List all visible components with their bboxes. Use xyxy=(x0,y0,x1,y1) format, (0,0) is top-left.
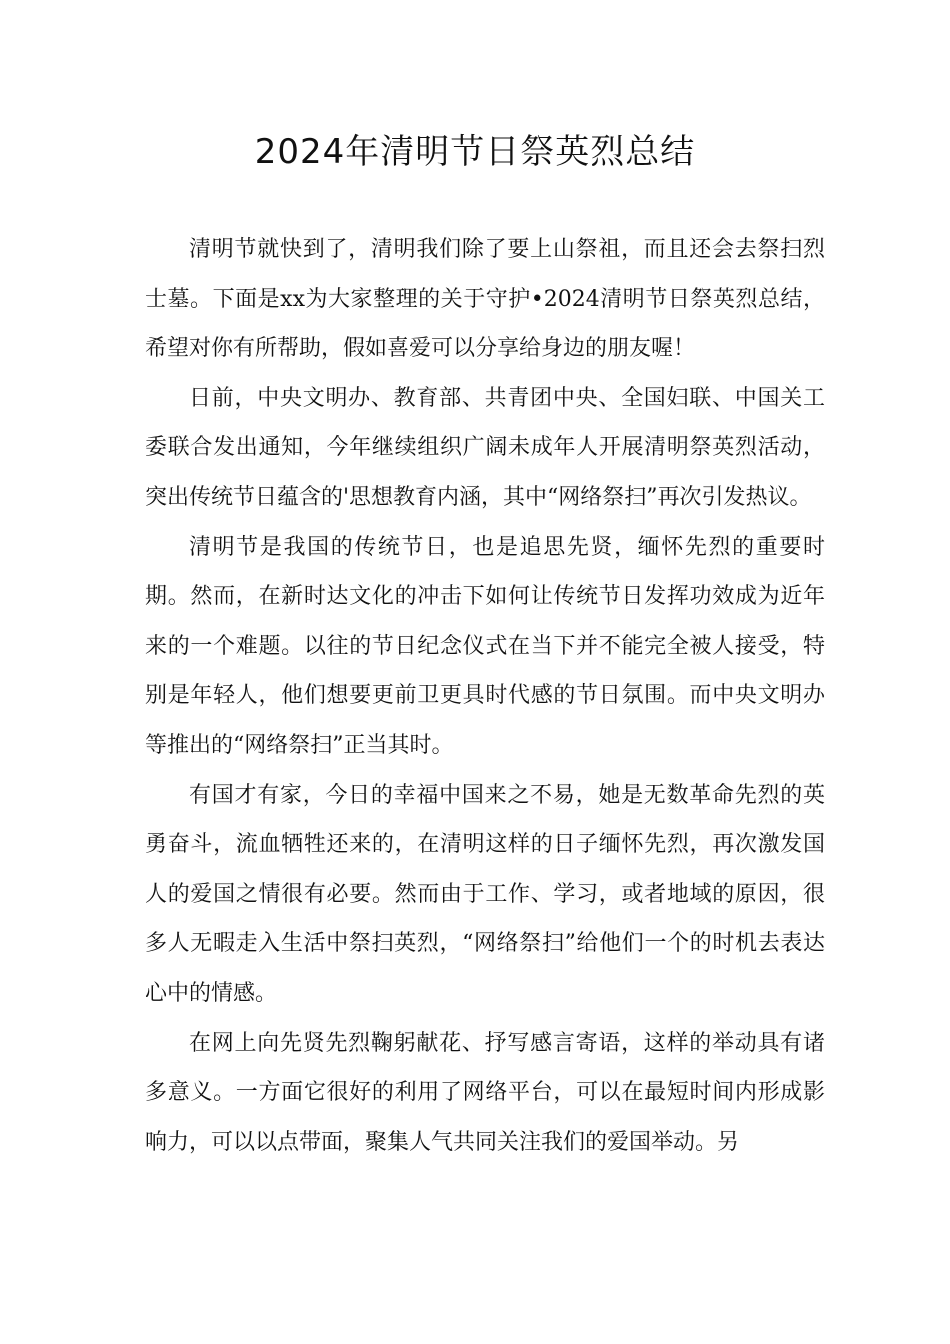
paragraph-notice: 日前，中央文明办、教育部、共青团中央、全国妇联、中国关工委联合发出通知，今年继续组织广阔未成年人开展清明祭英烈活动，突出传统节日蕴含的'思想教育内涵，其中“网络祭扫”再次引发热议。 xyxy=(145,385,825,510)
paragraph-intro: 清明节就快到了，清明我们除了要上山祭祖，而且还会去祭扫烈士墓。下面是xx为大家整理的关于守护•2024清明节日祭英烈总结，希望对你有所帮助，假如喜爱可以分享给身边的朋友喔！ xyxy=(145,237,825,362)
document-body xyxy=(145,225,825,1167)
paragraph-tradition: 清明节是我国的传统节日，也是追思先贤，缅怀先烈的重要时期。然而，在新时达文化的冲击下如何让传统节日发挥功效成为近年来的一个难题。以往的节日纪念仪式在当下并不能完全被人接受，特别是年轻人，他们想要更前卫更具时代感的节日氛围。而中央文明办等推出的“网络祭扫”正当其时。 xyxy=(145,534,825,758)
paragraph-patriotism: 有国才有家，今日的幸福中国来之不易，她是无数革命先烈的英勇奋斗，流血牺牲还来的，在清明这样的日子缅怀先烈，再次激发国人的爱国之情很有必要。然而由于工作、学习，或者地域的原因，很多人无暇走入生活中祭扫英烈，“网络祭扫”给他们一个的时机去表达心中的情感。 xyxy=(145,782,825,1006)
paragraph-online-tribute: 在网上向先贤先烈鞠躬献花、抒写感言寄语，这样的举动具有诸多意义。一方面它很好的利用了网络平台，可以在最短时间内形成影响力，可以以点带面，聚集人气共同关注我们的爱国举动。另 xyxy=(145,1030,825,1155)
document-title: 2024年清明节日祭英烈总结 xyxy=(254,132,696,172)
